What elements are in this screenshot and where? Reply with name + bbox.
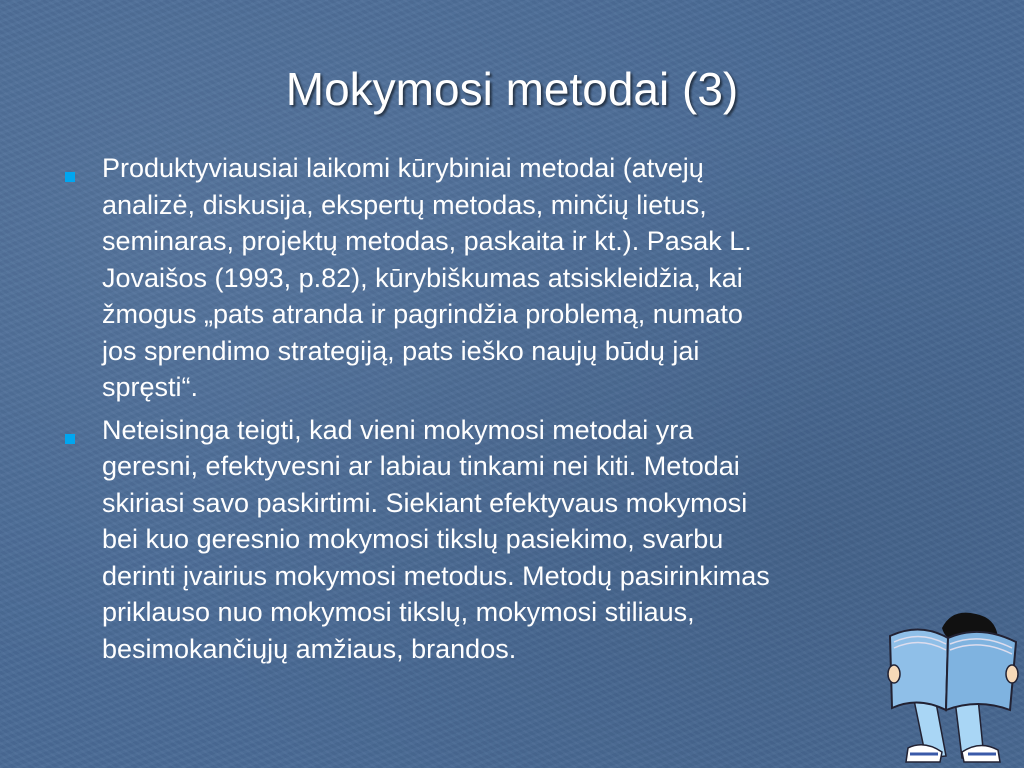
bullet-line: derinti įvairius mokymosi metodus. Metodų pasirinkimas [102, 560, 770, 591]
bullet-line: skiriasi savo paskirtimi. Siekiant efektyvaus mokymosi [102, 487, 748, 518]
bullet-line: Jovaišos (1993, p.82), kūrybiškumas atsiskleidžia, kai [102, 262, 743, 293]
bullet-line: geresni, efektyvesni ar labiau tinkami nei kiti. Metodai [102, 451, 740, 481]
bullet-line: Produktyviausiai laikomi kūrybiniai metodai (atvejų [102, 153, 704, 183]
bullet-line: spręsti“. [102, 372, 199, 402]
reading-child-icon [880, 608, 1024, 768]
bullet-line: besimokančiųjų amžiaus, brandos. [102, 633, 517, 664]
bullet-list [62, 150, 962, 673]
bullet-item [62, 150, 962, 406]
bullet-line: bei kuo geresnio mokymosi tikslų pasiekimo, svarbu [102, 524, 724, 554]
bullet-square-icon [65, 172, 75, 182]
bullet-square-icon [65, 434, 75, 444]
slide-title: Mokymosi metodai (3) [285, 63, 739, 115]
bullet-line: Neteisinga teigti, kad vieni mokymosi metodai yra [102, 414, 694, 445]
bullet-line: jos sprendimo strategiją, pats ieško naujų būdų jai [102, 335, 700, 366]
bullet-line: priklauso nuo mokymosi tikslų, mokymosi stiliaus, [102, 597, 695, 627]
bullet-line: žmogus „pats atranda ir pagrindžia problemą, numato [102, 299, 743, 329]
bullet-line: analizė, diskusija, ekspertų metodas, minčių lietus, [102, 189, 707, 220]
bullet-item [62, 412, 962, 668]
bullet-line: seminaras, projektų metodas, paskaita ir kt.). Pasak L. [102, 226, 752, 256]
